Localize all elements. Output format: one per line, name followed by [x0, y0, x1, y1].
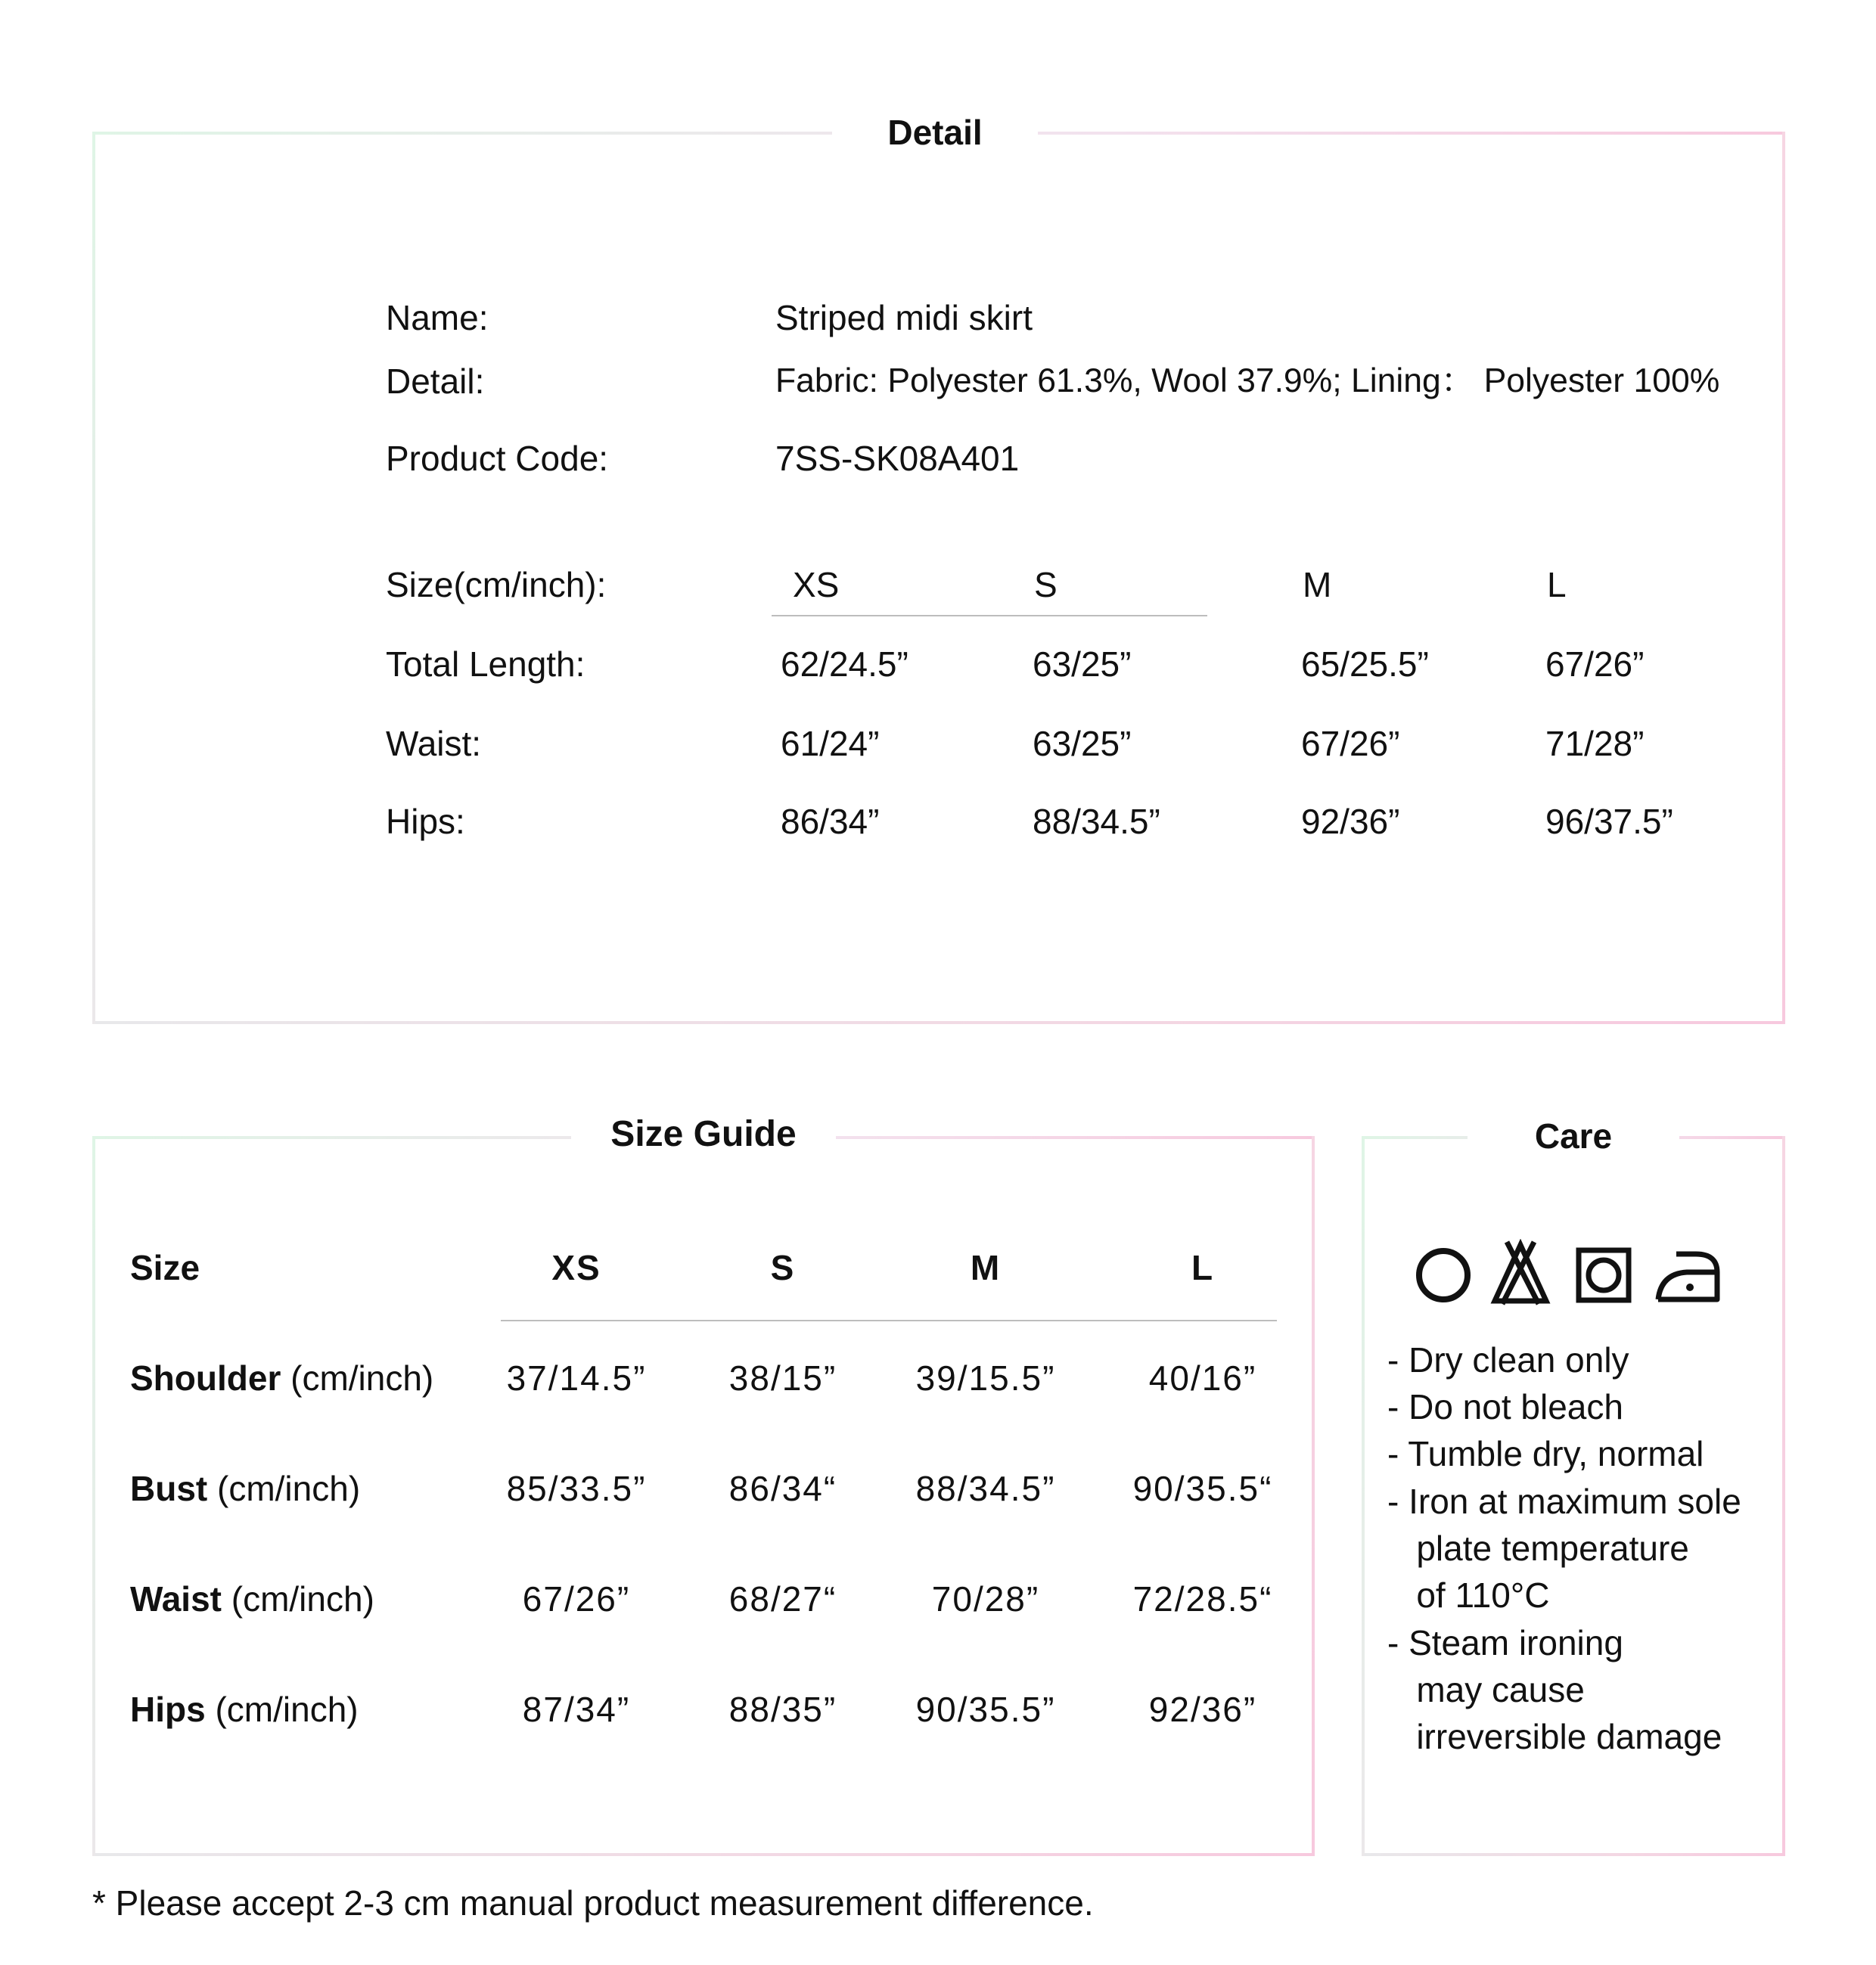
size-guide-cell: 40/16”: [1148, 1358, 1257, 1398]
detail-size-m: M: [1303, 565, 1332, 604]
tumble-dry-normal-icon: [1575, 1246, 1632, 1304]
detail-cell: 61/24”: [781, 724, 880, 763]
measure-unit: (cm/inch): [215, 1690, 359, 1729]
detail-cell: 67/26”: [1301, 724, 1400, 763]
detail-cell: 63/25”: [1033, 724, 1132, 763]
detail-border-left: [92, 132, 95, 1024]
care-border-right: [1782, 1136, 1785, 1856]
care-line: irreversible damage: [1387, 1717, 1722, 1756]
detail-cell: 96/37.5”: [1545, 802, 1673, 841]
size-header: Size: [130, 1248, 200, 1287]
size-guide-cell: 67/26”: [522, 1579, 631, 1619]
detail-cell: 92/36”: [1301, 802, 1400, 841]
size-guide-cell: 38/15”: [728, 1358, 837, 1398]
detail-size-xs: XS: [793, 565, 840, 604]
dry-clean-icon: [1415, 1246, 1472, 1304]
detail-size-divider: [772, 615, 1207, 616]
product-code-label: Product Code:: [386, 439, 609, 478]
size-guide-col-l: L: [1191, 1248, 1215, 1287]
detail-cell: 62/24.5”: [781, 644, 908, 684]
size-guide-divider: [501, 1320, 1277, 1321]
size-guide-col-m: M: [970, 1248, 1002, 1287]
detail-title: Detail: [832, 110, 1038, 155]
name-label: Name:: [386, 298, 489, 337]
size-guide-col-xs: XS: [551, 1248, 601, 1287]
size-guide-cell: 37/14.5”: [506, 1358, 647, 1398]
detail-panel: [92, 132, 1785, 1024]
size-guide-cell: 87/34”: [522, 1690, 631, 1729]
care-title: Care: [1468, 1113, 1679, 1159]
size-guide-cell: 88/35”: [728, 1690, 837, 1729]
care-line: may cause: [1387, 1670, 1585, 1709]
detail-cell: 65/25.5”: [1301, 644, 1429, 684]
measure-name: Shoulder: [130, 1358, 281, 1398]
detail-cell: 63/25”: [1033, 644, 1132, 684]
size-guide-cell: 39/15.5”: [915, 1358, 1056, 1398]
product-code-value: 7SS-SK08A401: [775, 439, 1020, 478]
detail-cell: 88/34.5”: [1033, 802, 1160, 841]
detail-size-s: S: [1034, 565, 1058, 604]
detail-row-label: Waist:: [386, 724, 482, 763]
size-guide-row-label: [130, 1357, 433, 1399]
size-guide-cell: 86/34“: [728, 1469, 837, 1508]
care-line: plate temperature: [1387, 1529, 1689, 1568]
do-not-bleach-icon: [1490, 1239, 1551, 1305]
measure-unit: (cm/inch): [231, 1579, 374, 1619]
size-guide-cell: 90/35.5”: [915, 1690, 1056, 1729]
measure-unit: (cm/inch): [217, 1469, 361, 1508]
size-guide-row-label: [130, 1467, 360, 1510]
size-guide-cell: 90/35.5“: [1132, 1469, 1273, 1508]
care-border-bottom: [1362, 1853, 1785, 1856]
size-guide-col-s: S: [770, 1248, 796, 1287]
size-guide-border-right: [1312, 1136, 1315, 1856]
detail-border-bottom: [92, 1021, 1785, 1024]
care-line: - Dry clean only: [1387, 1340, 1629, 1380]
care-line: - Tumble dry, normal: [1387, 1434, 1704, 1473]
care-line: - Iron at maximum sole: [1387, 1482, 1741, 1521]
name-value: Striped midi skirt: [775, 298, 1033, 337]
care-border-left: [1362, 1136, 1365, 1856]
size-guide-cell: 85/33.5”: [506, 1469, 647, 1508]
detail-row-label: Hips:: [386, 802, 465, 841]
care-line: - Do not bleach: [1387, 1387, 1623, 1426]
iron-icon: [1654, 1246, 1722, 1304]
size-guide-row-label: [130, 1688, 359, 1731]
size-guide-border-bottom: [92, 1853, 1315, 1856]
size-guide-cell: 88/34.5”: [915, 1469, 1056, 1508]
size-guide-cell: 92/36”: [1148, 1690, 1257, 1729]
size-guide-cell: 70/28”: [931, 1579, 1040, 1619]
measure-name: Bust: [130, 1469, 208, 1508]
size-guide-cell: 68/27“: [728, 1579, 837, 1619]
care-line: - Steam ironing: [1387, 1623, 1623, 1662]
size-guide-border-left: [92, 1136, 95, 1856]
detail-row-label: Total Length:: [386, 644, 585, 684]
size-guide-title: Size Guide: [571, 1112, 836, 1157]
detail-border-right: [1782, 132, 1785, 1024]
detail-cell: 71/28”: [1545, 724, 1645, 763]
detail-label: Detail:: [386, 362, 485, 401]
detail-cell: 86/34”: [781, 802, 880, 841]
detail-cell: 67/26”: [1545, 644, 1645, 684]
size-label: Size(cm/inch):: [386, 565, 607, 604]
measurement-footnote: * Please accept 2-3 cm manual product measurement difference.: [92, 1883, 1094, 1923]
detail-value: Fabric: Polyester 61.3%, Wool 37.9%; Lining： Polyester 100%: [775, 362, 1720, 399]
size-guide-cell: 72/28.5“: [1132, 1579, 1273, 1619]
measure-name: Hips: [130, 1690, 206, 1729]
care-line: of 110°C: [1387, 1575, 1550, 1615]
measure-unit: (cm/inch): [290, 1358, 434, 1398]
measure-name: Waist: [130, 1579, 222, 1619]
size-guide-row-label: [130, 1578, 374, 1620]
detail-size-l: L: [1547, 565, 1567, 604]
